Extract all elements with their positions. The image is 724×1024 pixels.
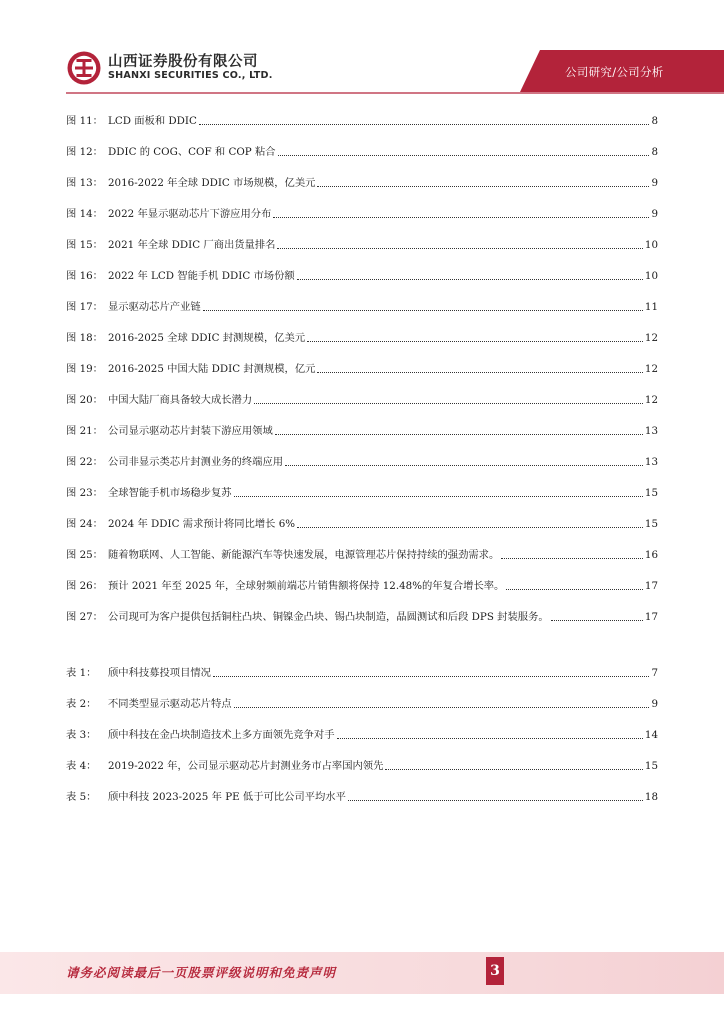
figure-title: 显示驱动芯片产业链 — [108, 301, 201, 313]
dot-leader — [506, 575, 643, 590]
figure-label: 图 26： — [66, 580, 103, 592]
page-ref: 14 — [644, 729, 658, 741]
figure-title: 预计 2021 年至 2025 年，全球射频前端芯片销售额将保持 12.48%的年复合增长率。 — [108, 580, 505, 592]
figure-label: 图 22： — [66, 456, 103, 468]
page-ref: 9 — [651, 208, 658, 220]
page-ref: 13 — [644, 456, 658, 468]
dot-leader — [285, 451, 643, 466]
figure-title: 2016-2025 全球 DDIC 封测规模，亿美元 — [108, 332, 306, 344]
figure-title: 公司非显示类芯片封测业务的终端应用 — [108, 456, 284, 468]
figure-title: 2022 年显示驱动芯片下游应用分布 — [108, 208, 272, 220]
toc-entry-figure-14[interactable] — [66, 205, 658, 221]
toc-entry-table-2[interactable] — [66, 695, 658, 711]
page-ref: 15 — [644, 760, 658, 772]
page-ref: 17 — [644, 611, 658, 623]
figure-title: 2016-2025 中国大陆 DDIC 封测规模，亿元 — [108, 363, 316, 375]
page-ref: 12 — [644, 394, 658, 406]
page-ref: 15 — [644, 487, 658, 499]
page-ref: 10 — [644, 239, 658, 251]
figure-label: 图 20： — [66, 394, 103, 406]
figure-label: 图 12： — [66, 146, 103, 158]
toc-entry-figure-21[interactable] — [66, 422, 658, 438]
dot-leader — [213, 662, 649, 677]
dot-leader — [199, 110, 650, 125]
figure-label: 图 27： — [66, 611, 103, 623]
dot-leader — [297, 265, 643, 280]
figure-title: DDIC 的 COG、COF 和 COP 粘合 — [108, 146, 276, 158]
section-label: 公司研究/公司分析 — [565, 65, 664, 79]
table-label: 表 4： — [66, 760, 97, 772]
dot-leader — [277, 234, 642, 249]
toc-entry-figure-27[interactable] — [66, 608, 658, 624]
figure-title: 2022 年 LCD 智能手机 DDIC 市场份额 — [108, 270, 295, 282]
figure-label: 图 21： — [66, 425, 103, 437]
figure-label: 图 16： — [66, 270, 103, 282]
toc-entry-figure-18[interactable] — [66, 329, 658, 345]
page-ref: 9 — [651, 177, 658, 189]
toc-entry-figure-23[interactable] — [66, 484, 658, 500]
figure-label: 图 19： — [66, 363, 103, 375]
page-number: 3 — [486, 957, 504, 985]
table-label: 表 5： — [66, 791, 97, 803]
toc-entry-figure-17[interactable] — [66, 298, 658, 314]
toc-entry-figure-12[interactable] — [66, 143, 658, 159]
dot-leader — [385, 755, 642, 770]
figure-title: 2016-2022 年全球 DDIC 市场规模，亿美元 — [108, 177, 316, 189]
figure-title: 公司现可为客户提供包括铜柱凸块、铜镍金凸块、锡凸块制造，晶圆测试和后段 DPS 封装服务。 — [108, 611, 549, 623]
figure-label: 图 24： — [66, 518, 103, 530]
dot-leader — [307, 327, 643, 342]
dot-leader — [317, 358, 642, 373]
toc-entry-figure-19[interactable] — [66, 360, 658, 376]
company-name-cn: 山西证券股份有限公司 — [108, 54, 258, 70]
dot-leader — [317, 172, 649, 187]
toc-entry-figure-16[interactable] — [66, 267, 658, 283]
toc-entry-figure-11[interactable] — [66, 112, 658, 128]
page-ref: 17 — [644, 580, 658, 592]
figure-title: 公司显示驱动芯片封装下游应用领域 — [108, 425, 273, 437]
figure-label: 图 14： — [66, 208, 103, 220]
table-title: 颀中科技在金凸块制造技术上多方面领先竞争对手 — [108, 729, 335, 741]
page-ref: 10 — [644, 270, 658, 282]
toc-entry-figure-26[interactable] — [66, 577, 658, 593]
disclaimer-note: 请务必阅读最后一页股票评级说明和免责声明 — [66, 965, 337, 980]
dot-leader — [254, 389, 643, 404]
page-ref: 8 — [651, 115, 658, 127]
dot-leader — [234, 482, 643, 497]
page-ref: 7 — [651, 667, 658, 679]
toc-entry-table-3[interactable] — [66, 726, 658, 742]
figure-label: 图 11： — [66, 115, 103, 127]
dot-leader — [234, 693, 650, 708]
dot-leader — [203, 296, 643, 311]
figure-title: 2024 年 DDIC 需求预计将同比增长 6% — [108, 518, 296, 530]
table-title: 颀中科技 2023-2025 年 PE 低于可比公司平均水平 — [108, 791, 346, 803]
company-name-en: SHANXI SECURITIES CO., LTD. — [108, 70, 273, 81]
dot-leader — [273, 203, 649, 218]
toc-entry-figure-15[interactable] — [66, 236, 658, 252]
page-ref: 9 — [651, 698, 658, 710]
table-title: 2019-2022 年，公司显示驱动芯片封测业务市占率国内领先 — [108, 760, 384, 772]
page-ref: 8 — [651, 146, 658, 158]
toc-entry-table-4[interactable] — [66, 757, 658, 773]
figure-label: 图 17： — [66, 301, 103, 313]
figure-label: 图 15： — [66, 239, 103, 251]
dot-leader — [501, 544, 643, 559]
dot-leader — [337, 724, 643, 739]
page-ref: 11 — [644, 301, 658, 313]
page-header — [0, 0, 724, 100]
figure-title: 全球智能手机市场稳步复苏 — [108, 487, 232, 499]
toc-entry-table-1[interactable] — [66, 664, 658, 680]
table-label: 表 2： — [66, 698, 97, 710]
dot-leader — [275, 420, 643, 435]
table-title: 颀中科技募投项目情况 — [108, 667, 211, 679]
toc-entry-figure-13[interactable] — [66, 174, 658, 190]
table-label: 表 1： — [66, 667, 97, 679]
toc-entry-figure-20[interactable] — [66, 391, 658, 407]
company-logo-icon — [66, 50, 102, 86]
page-ref: 12 — [644, 363, 658, 375]
page-ref: 16 — [644, 549, 658, 561]
page-ref: 13 — [644, 425, 658, 437]
page-ref: 15 — [644, 518, 658, 530]
figure-label: 图 18： — [66, 332, 103, 344]
figure-label: 图 23： — [66, 487, 103, 499]
page-ref: 18 — [644, 791, 658, 803]
figure-label: 图 13： — [66, 177, 103, 189]
figure-title: 中国大陆厂商具备较大成长潜力 — [108, 394, 253, 406]
figure-title: LCD 面板和 DDIC — [108, 115, 197, 127]
page-ref: 12 — [644, 332, 658, 344]
toc-entry-figure-25[interactable] — [66, 546, 658, 562]
toc-entry-figure-24[interactable] — [66, 515, 658, 531]
toc-entry-figure-22[interactable] — [66, 453, 658, 469]
table-label: 表 3： — [66, 729, 97, 741]
figure-label: 图 25： — [66, 549, 103, 561]
dot-leader — [348, 786, 643, 801]
dot-leader — [551, 606, 643, 621]
dot-leader — [278, 141, 650, 156]
table-title: 不同类型显示驱动芯片特点 — [108, 698, 232, 710]
toc-entry-table-5[interactable] — [66, 788, 658, 804]
figure-title: 2021 年全球 DDIC 厂商出货量排名 — [108, 239, 276, 251]
dot-leader — [297, 513, 643, 528]
figure-title: 随着物联网、人工智能、新能源汽车等快速发展，电源管理芯片保持持续的强劲需求。 — [108, 549, 500, 561]
